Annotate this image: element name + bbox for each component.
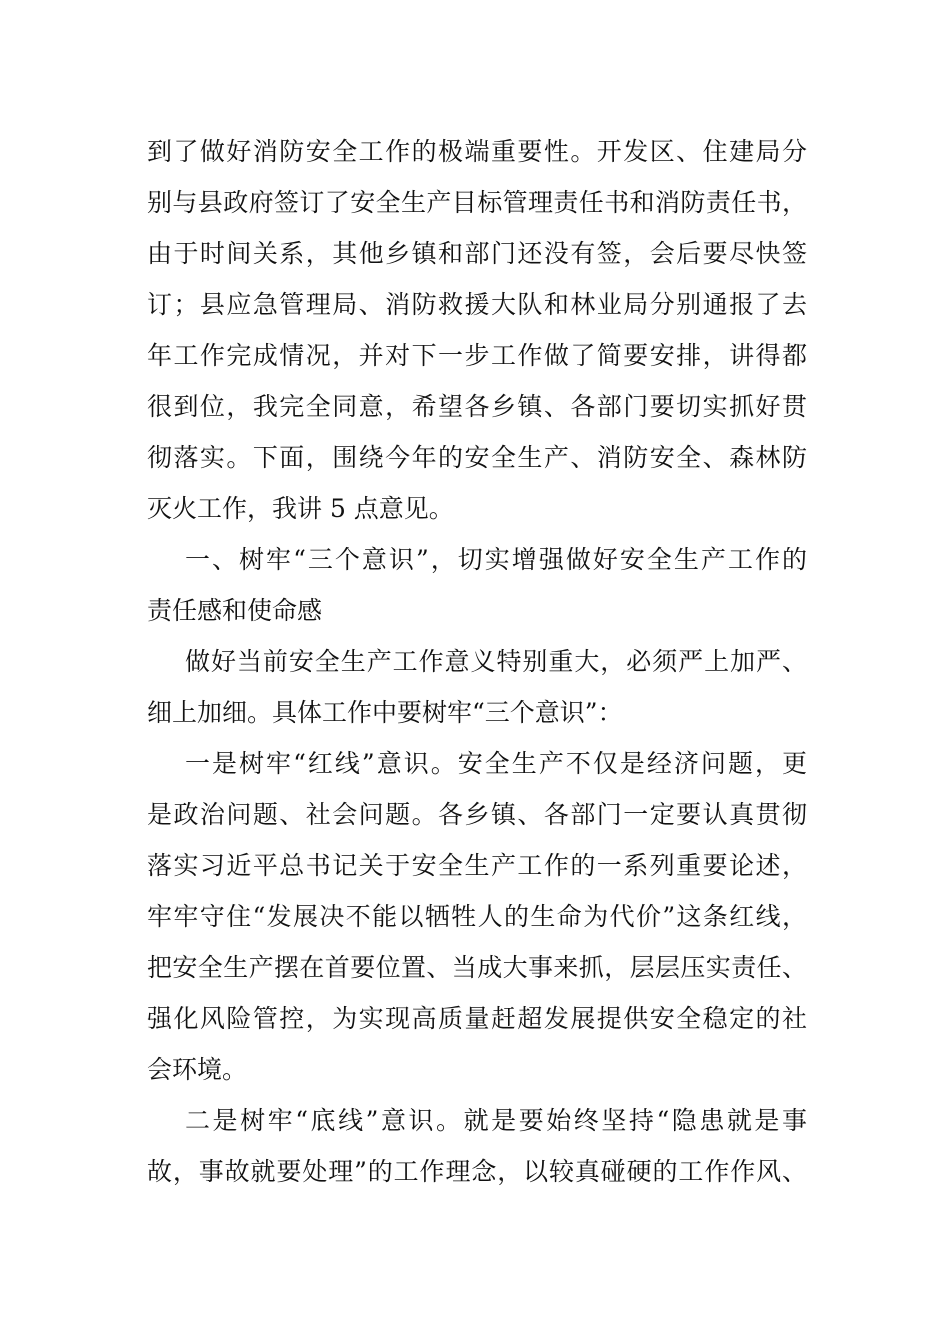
text-line: 会环境。 <box>147 1055 248 1084</box>
text-line: 做好当前安全生产工作意义特别重大，必须严上加严、 <box>185 647 807 676</box>
text-line: 年工作完成情况，并对下一步工作做了简要安排，讲得都 <box>147 341 807 370</box>
section-heading-line: 一、树牢“三个意识”，切实增强做好安全生产工作的 <box>185 545 807 574</box>
text-line: 一是树牢“红线”意识。安全生产不仅是经济问题，更 <box>185 749 807 778</box>
text-line: 强化风险管控，为实现高质量赶超发展提供安全稳定的社 <box>147 1004 807 1033</box>
text-line: 灭火工作，我讲 5 点意见。 <box>147 494 454 523</box>
text-line: 别与县政府签订了安全生产目标管理责任书和消防责任书， <box>147 188 807 217</box>
section-heading-line: 责任感和使命感 <box>147 596 323 625</box>
text-line: 订；县应急管理局、消防救援大队和林业局分别通报了去 <box>147 290 807 319</box>
text-line: 牢牢守住“发展决不能以牺牲人的生命为代价”这条红线， <box>147 902 807 931</box>
text-line: 彻落实。下面，围绕今年的安全生产、消防安全、森林防 <box>147 443 807 472</box>
text-line: 把安全生产摆在首要位置、当成大事来抓，层层压实责任、 <box>147 953 807 982</box>
text-line: 是政治问题、社会问题。各乡镇、各部门一定要认真贯彻 <box>147 800 807 829</box>
text-line: 由于时间关系，其他乡镇和部门还没有签，会后要尽快签 <box>147 239 807 268</box>
text-line: 二是树牢“底线”意识。就是要始终坚持“隐患就是事 <box>185 1106 807 1135</box>
text-line: 落实习近平总书记关于安全生产工作的一系列重要论述， <box>147 851 807 880</box>
text-line: 细上加细。具体工作中要树牢“三个意识”： <box>147 698 623 727</box>
text-line: 到了做好消防安全工作的极端重要性。开发区、住建局分 <box>147 137 807 166</box>
text-line: 故，事故就要处理”的工作理念，以较真碰硬的工作作风、 <box>147 1157 807 1186</box>
body-text <box>147 126 807 1197</box>
text-line: 很到位，我完全同意，希望各乡镇、各部门要切实抓好贯 <box>147 392 807 421</box>
